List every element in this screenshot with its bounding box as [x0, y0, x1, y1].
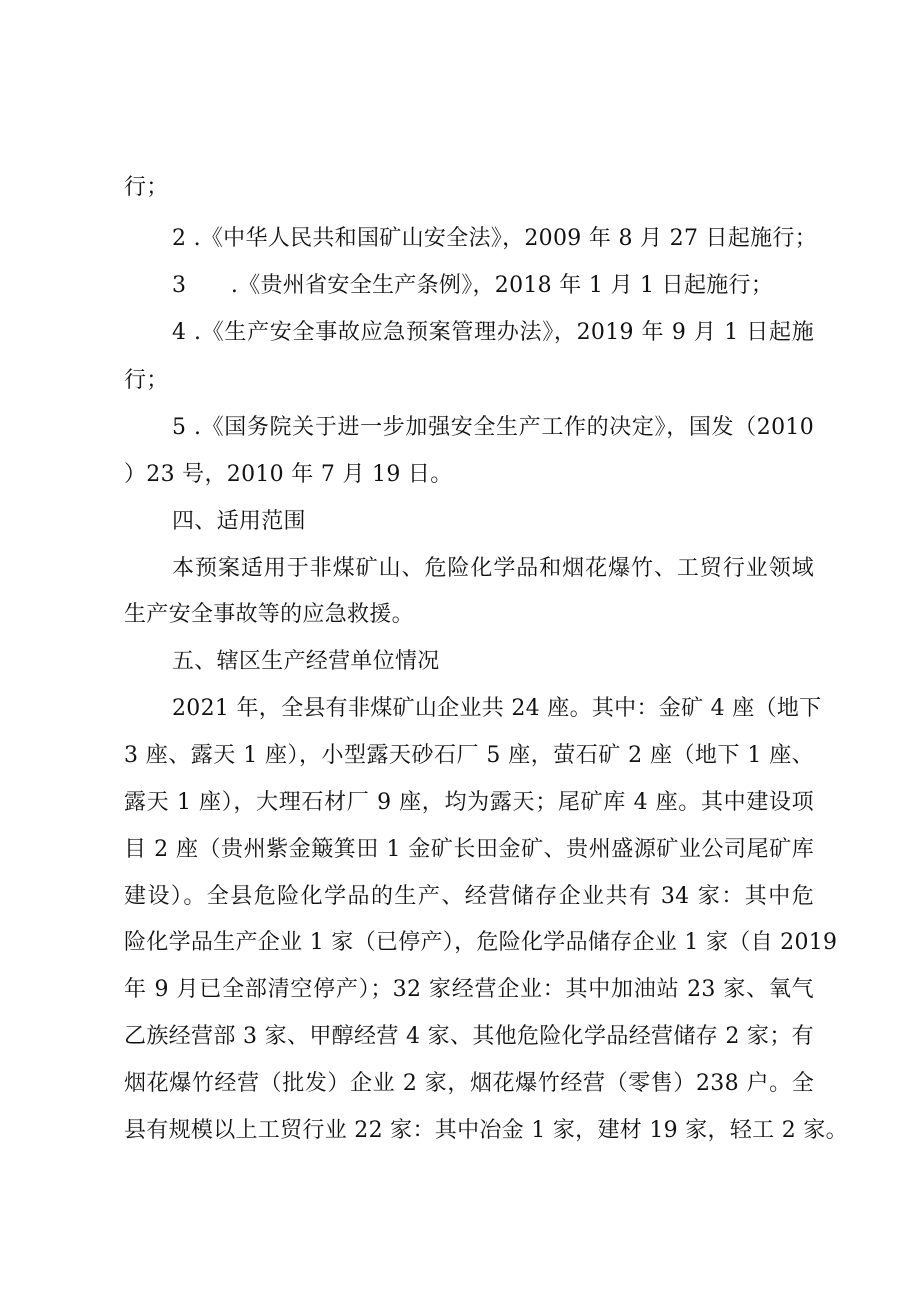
text-line-4: 4 .《生产安全事故应急预案管理办法》，2019 年 9 月 1 日起施 — [172, 320, 814, 345]
text-line-1: 行； — [124, 175, 169, 200]
text-line-5: 行； — [124, 368, 169, 393]
text-line-7: ）23 号，2010 年 7 月 19 日。 — [124, 462, 453, 487]
text-line-15: 目 2 座（贵州紫金簸箕田 1 金矿长田金矿、贵州盛源矿业公司尾矿库 — [124, 837, 814, 862]
text-line-20: 烟花爆竹经营（批发）企业 2 家，烟花爆竹经营（零售）238 户。全 — [124, 1071, 814, 1096]
text-line-12: 2021 年，全县有非煤矿山企业共 24 座。其中：金矿 4 座（地下 — [172, 696, 822, 721]
text-line-13: 3 座、露天 1 座），小型露天砂石厂 5 座，萤石矿 2 座（地下 1 座、 — [124, 743, 814, 768]
text-line-10: 生产安全事故等的应急救援。 — [124, 602, 414, 627]
section-heading-units: 五、辖区生产经营单位情况 — [172, 649, 440, 674]
text-line-14: 露天 1 座），大理石材厂 9 座，均为露天；尾矿库 4 座。其中建设项 — [124, 790, 814, 815]
text-line-9: 本预案适用于非煤矿山、危险化学品和烟花爆竹、工贸行业领域 — [172, 556, 814, 581]
text-line-17: 险化学品生产企业 1 家（已停产），危险化学品储存企业 1 家（自 2019 — [124, 930, 838, 955]
text-line-21: 县有规模以上工贸行业 22 家：其中冶金 1 家，建材 19 家，轻工 2 家。 — [124, 1118, 848, 1143]
text-line-2: 2 .《中华人民共和国矿山安全法》，2009 年 8 月 27 日起施行； — [172, 226, 818, 251]
text-line-16: 建设）。全县危险化学品的生产、经营储存企业共有 34 家：其中危 — [124, 884, 814, 909]
text-line-19: 乙族经营部 3 家、甲醇经营 4 家、其他危险化学品经营储存 2 家；有 — [124, 1024, 814, 1049]
section-heading-scope: 四、适用范围 — [172, 509, 306, 534]
text-line-6: 5 .《国务院关于进一步加强安全生产工作的决定》，国发（2010 — [172, 415, 814, 440]
text-line-3: 3 .《贵州省安全生产条例》，2018 年 1 月 1 日起施行； — [172, 273, 774, 298]
text-line-18: 年 9 月已全部清空停产）；32 家经营企业：其中加油站 23 家、氧气 — [124, 977, 814, 1002]
